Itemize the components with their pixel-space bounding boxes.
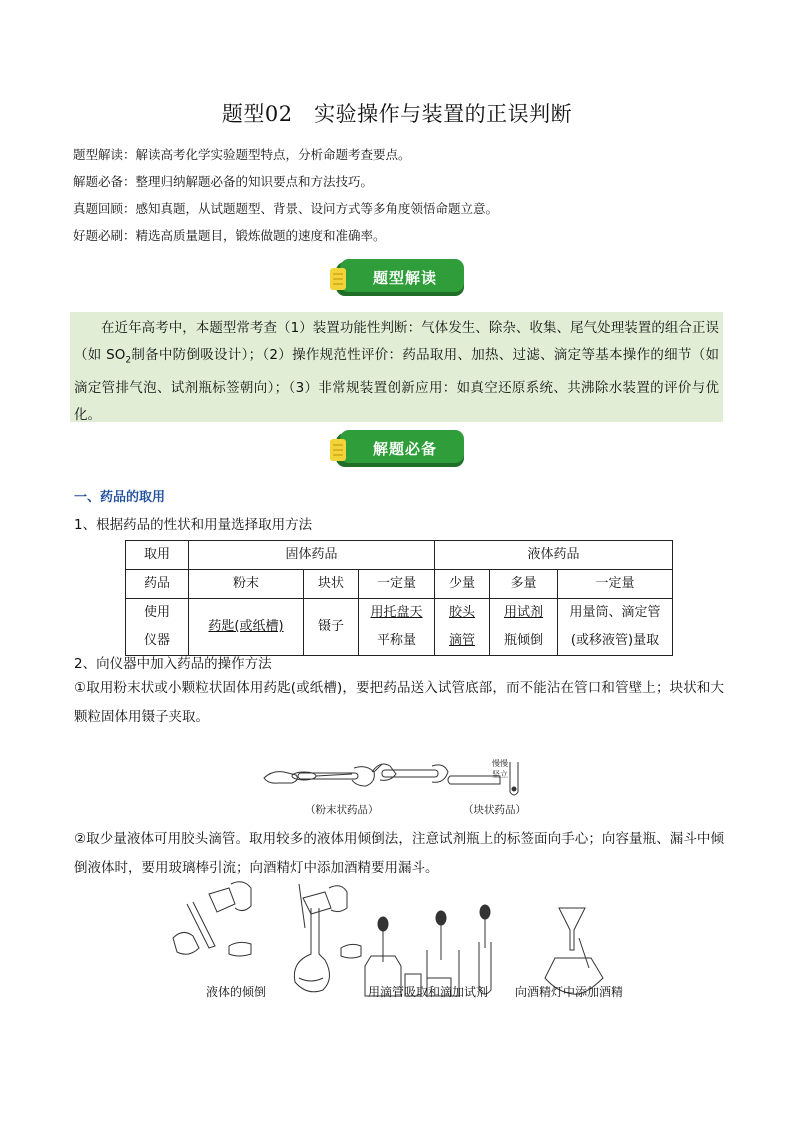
solid-transfer-illustration [262,756,532,802]
table-cell: 一定量 [558,570,673,599]
figure-caption: （粉末状药品） [305,804,379,816]
svg-text:用滴管吸取和滴加试剂: 用滴管吸取和滴加试剂 [368,985,489,999]
table-cell: 使用 仪器 [126,599,189,656]
table-cell: 粉末 [189,570,304,599]
intro-line: 题型解读：解读高考化学实验题型特点，分析命题考查要点。 [73,147,411,162]
table-cell: 胶头 滴管 [435,599,490,656]
table-cell: 液体药品 [435,541,673,570]
drug-table [125,540,673,656]
table-cell: 少量 [435,570,490,599]
banner-label: 解题必备 [372,440,437,458]
paragraph: ①取用粉末状或小颗粒状固体用药匙(或纸槽)，要把药品送入试管底部，而不能沾在管口和管壁上；块状和大颗粒固体用镊子夹取。 [74,680,724,725]
section-heading: 一、药品的取用 [74,490,166,505]
subheading: 2、向仪器中加入药品的操作方法 [74,656,272,672]
table-cell: 固体药品 [189,541,435,570]
paragraph: ②取少量液体可用胶头滴管。取用较多的液体用倾倒法，注意试剂瓶上的标签面向手心；向容量瓶、漏斗中倾倒液体时，要用玻璃棒引流；向酒精灯中添加酒精要用漏斗。 [74,831,724,876]
section-banner [326,429,466,467]
table-cell: 取用 [126,541,189,570]
table-cell: 多量 [490,570,558,599]
table-cell: 块状 [304,570,359,599]
intro-line: 真题回顾：感知真题，从试题题型、背景、设问方式等多角度领悟命题立意。 [73,201,499,216]
table-cell: 药匙(或纸槽) [189,599,304,656]
svg-text:竖立: 竖立 [492,770,508,779]
svg-text:慢慢: 慢慢 [492,759,508,768]
svg-text:液体的倾倒: 液体的倾倒 [206,985,267,999]
page-title: 题型02 实验操作与装置的正误判断 [221,102,573,126]
table-cell: 一定量 [359,570,435,599]
table-cell: 用量筒、滴定管 (或移液管)量取 [558,599,673,656]
figure-caption: （块状药品） [463,804,526,816]
section-banner [326,258,466,296]
overview-box [70,312,723,422]
svg-text:向酒精灯中添加酒精: 向酒精灯中添加酒精 [515,985,624,999]
table-cell: 镊子 [304,599,359,656]
intro-line: 解题必备：整理归纳解题必备的知识要点和方法技巧。 [73,174,374,189]
table-cell: 药品 [126,570,189,599]
overview-text: 在近年高考中，本题型常考查（1）装置功能性判断：气体发生、除杂、收集、尾气处理装置的组合正误（如 $SO_2$制备中防倒吸设计）；（2）操作规范性评价：药品取用、加热、过滤、滴定等基本操作的细节（如滴定管排气泡、试剂瓶标签朝向）；（3）非常规装置创新应用：如真空还原系统、共沸除水装置的评价与优化。 [74,320,719,423]
subheading: 1、根据药品的性状和用量选择取用方法 [74,517,313,533]
table-cell: 用托盘天 平称量 [359,599,435,656]
table-cell: 用试剂 瓶倾倒 [490,599,558,656]
banner-label: 题型解读 [372,269,437,287]
liquid-transfer-illustration [165,878,635,1000]
intro-line: 好题必刷：精选高质量题目，锻炼做题的速度和准确率。 [73,228,386,243]
